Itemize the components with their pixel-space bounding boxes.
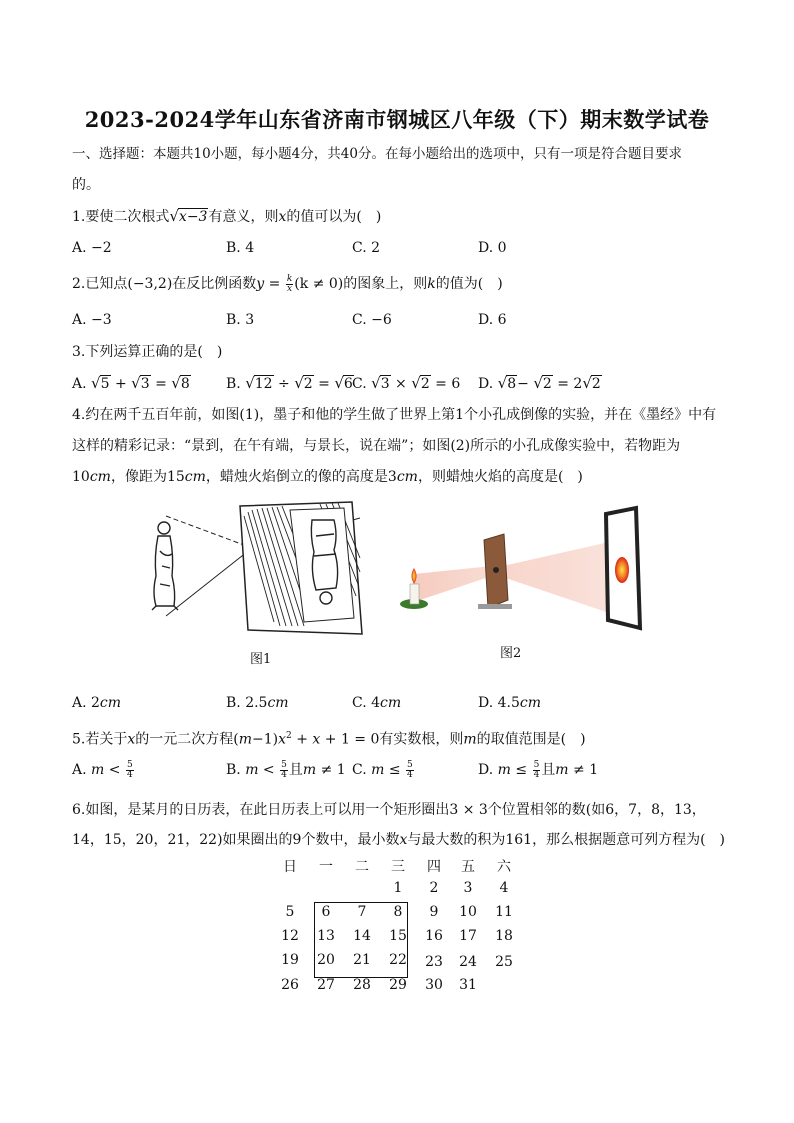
calendar-day-cell: 27 <box>317 977 335 993</box>
sqrt-symbol: √ <box>582 374 592 392</box>
radicand: 3 <box>380 376 390 392</box>
q5-a-num: 5 <box>126 759 133 770</box>
question-4-line3 <box>72 467 583 487</box>
calendar-header-cell: 一 <box>319 859 333 875</box>
operator: + <box>110 376 132 392</box>
q5-c-var: m <box>371 762 385 778</box>
q5-text: + <box>291 731 313 748</box>
operator: = 2 <box>552 376 583 392</box>
q4-option-d <box>478 693 541 713</box>
calendar-day-cell: 21 <box>353 952 371 968</box>
calendar-day-cell: 13 <box>317 928 335 944</box>
q5-d-var2: m <box>555 762 569 778</box>
figure-2-caption: 图2 <box>500 646 522 661</box>
radicand: 6 <box>343 376 353 392</box>
calendar-day-cell: 4 <box>499 880 509 896</box>
q5-d-num: 5 <box>533 759 540 770</box>
q5-a-var: m <box>91 762 105 778</box>
radicand: 2 <box>591 376 601 392</box>
q2-fraction <box>286 275 293 294</box>
sqrt-symbol: √ <box>371 374 381 392</box>
calendar-day-cell: 29 <box>389 977 407 993</box>
q4-option-b <box>226 693 289 713</box>
radicand: 5 <box>100 376 110 392</box>
q5-d-var: m <box>497 762 511 778</box>
q5-b-label: B. <box>226 762 246 778</box>
question-6-line1: 6.如图，是某月的日历表，在此日历表上可以用一个矩形圈出3 × 3个位置相邻的数(如6，7，8，13， <box>72 802 706 818</box>
operator: × <box>390 376 412 392</box>
calendar-day-cell: 1 <box>393 880 403 896</box>
q5-a-den: 4 <box>126 769 133 780</box>
calendar-day-cell: 10 <box>459 904 477 920</box>
q6-text: 与最大数的积为161，那么根据题意可列方程为( ) <box>407 832 726 848</box>
q5-text: 的一元二次方程( <box>135 731 239 748</box>
operator: = 6 <box>430 376 461 392</box>
calendar-header-cell: 二 <box>355 859 369 875</box>
calendar-day-cell: 31 <box>459 977 477 993</box>
q5-text: −1) <box>252 731 279 748</box>
calendar-day-cell: 17 <box>459 928 477 944</box>
operator: = <box>150 376 172 392</box>
q5-b-var2: m <box>302 762 317 778</box>
calendar-day-cell: 24 <box>459 954 477 970</box>
question-4-line1: 4.约在两千五百年前，如图(1)，墨子和他的学生做了世界上第1个小孔成倒像的实验，并在《墨经》中有 <box>72 407 717 423</box>
q5-b-den: 4 <box>281 769 287 780</box>
question-4-line2: 这样的精彩记录：“景到，在午有端，与景长，说在端”；如图(2)所示的小孔成像实验中，若物距为 <box>72 438 681 454</box>
q3-option-label: B. <box>226 376 246 392</box>
q2-func: y = <box>256 276 281 292</box>
section-intro-line2: 的。 <box>72 177 100 193</box>
q5-b-tail: ≠ 1 <box>316 762 346 778</box>
q3-option-d <box>478 373 602 394</box>
q4-option-a-label: A. 2 <box>72 695 100 711</box>
q5-c-num: 5 <box>407 759 413 770</box>
calendar-header-cell: 五 <box>461 859 475 875</box>
q1-option-b: B. 4 <box>226 240 255 256</box>
sqrt-symbol: √ <box>169 207 179 225</box>
q4-image-distance: 15 <box>166 469 185 485</box>
q2-cond: (k ≠ 0) <box>294 276 344 292</box>
calendar-header-cell: 日 <box>283 859 297 875</box>
q2-option-b: B. 3 <box>226 312 255 328</box>
q3-option-label: D. <box>478 376 498 392</box>
q3-option-a <box>72 373 191 394</box>
standing-figure-icon <box>152 522 178 610</box>
q1-radicand: x−3 <box>178 209 208 225</box>
q1-option-c: C. 2 <box>352 240 381 256</box>
q5-d-and: 且 <box>541 762 556 778</box>
calendar-day-cell: 23 <box>425 954 443 970</box>
calendar-day-cell: 11 <box>495 904 513 920</box>
q5-text: + 1 = 0有实数根，则 <box>320 731 464 748</box>
q5-exponent: 2 <box>286 731 292 741</box>
calendar-day-cell: 2 <box>429 880 439 896</box>
operator: ÷ <box>273 376 295 392</box>
q2-option-c: C. −6 <box>352 312 392 328</box>
calendar-day-cell: 14 <box>353 928 371 944</box>
calendar-day-cell: 5 <box>285 904 295 920</box>
q2-frac-den: x <box>287 283 293 294</box>
radicand: 8 <box>180 376 190 392</box>
section-intro-line1: 一、选择题：本题共10小题，每小题4分，共40分。在每小题给出的选项中，只有一项是符合题目要求 <box>72 146 682 162</box>
calendar-day-cell: 26 <box>281 977 299 993</box>
q5-var: x <box>278 731 287 748</box>
q6-var: x <box>399 832 408 848</box>
q5-option-d <box>478 760 598 780</box>
sqrt-symbol: √ <box>245 374 255 392</box>
radicand: 2 <box>420 376 430 392</box>
page-title: 2023-2024学年山东省济南市钢城区八年级（下）期末数学试卷 <box>84 107 710 132</box>
radicand: 8 <box>507 376 517 392</box>
q4-option-b-label: B. 2.5 <box>226 695 268 711</box>
q4-option-b-unit: cm <box>267 695 289 711</box>
calendar-day-cell: 25 <box>495 954 513 970</box>
sqrt-symbol: √ <box>294 374 304 392</box>
q1-post: 有意义，则 <box>208 209 279 225</box>
q5-b-and: 且 <box>288 762 303 778</box>
radicand: 2 <box>542 376 552 392</box>
calendar-day-cell: 15 <box>389 928 407 944</box>
q5-option-b <box>226 760 346 780</box>
q5-var: m <box>238 731 253 748</box>
q4-object-distance: 10 <box>72 469 90 485</box>
radicand: 3 <box>140 376 150 392</box>
q5-a-op: < <box>104 762 125 778</box>
q2-pre: 2.已知点(−3,2)在反比例函数 <box>72 276 257 292</box>
sqrt-symbol: √ <box>91 374 101 392</box>
figure-1-pinhole-drawing <box>140 496 370 636</box>
q4-option-c-unit: cm <box>380 695 402 711</box>
q5-d-frac <box>533 761 541 780</box>
q5-b-op: < <box>258 762 280 778</box>
q5-d-op: ≤ <box>510 762 532 778</box>
calendar-day-cell: 8 <box>393 904 403 920</box>
q3-option-label: C. <box>352 376 372 392</box>
q2-option-d: D. 6 <box>478 312 507 328</box>
q5-b-var: m <box>245 762 259 778</box>
operator: = <box>313 376 335 392</box>
q4-text: ，像距为 <box>110 469 167 485</box>
question-2 <box>72 274 503 294</box>
calendar-header-cell: 四 <box>427 859 441 875</box>
q4-unit: cm <box>89 469 111 485</box>
q5-c-op: ≤ <box>384 762 406 778</box>
q2-post2: 的值为( ) <box>435 276 503 292</box>
q5-c-label: C. <box>352 762 372 778</box>
q5-d-label: D. <box>478 762 498 778</box>
q4-option-a <box>72 693 121 713</box>
sqrt-symbol: √ <box>131 374 141 392</box>
q5-var: x <box>312 731 321 748</box>
q5-var: x <box>127 731 136 748</box>
calendar-day-cell: 9 <box>429 904 439 920</box>
calendar-day-cell: 3 <box>463 880 473 896</box>
q3-option-label: A. <box>72 376 92 392</box>
q5-text: 的取值范围是( ) <box>476 731 586 748</box>
calendar-day-cell: 20 <box>317 952 335 968</box>
sqrt-symbol: √ <box>497 374 508 392</box>
sqrt-symbol: √ <box>411 374 421 392</box>
q1-pre: 1.要使二次根式 <box>72 209 170 225</box>
q5-d-tail: ≠ 1 <box>568 762 599 778</box>
question-3: 3.下列运算正确的是( ) <box>72 344 223 360</box>
q4-option-c <box>352 693 401 713</box>
q4-option-d-unit: cm <box>519 695 542 711</box>
q4-unit: cm <box>184 469 206 485</box>
selection-rectangle <box>314 902 408 978</box>
calendar-day-cell: 7 <box>357 904 367 920</box>
q4-option-d-label: D. 4.5 <box>478 695 520 711</box>
q5-b-num: 5 <box>281 759 287 770</box>
question-5 <box>72 726 586 750</box>
calendar-day-cell: 22 <box>389 952 407 968</box>
q5-c-frac <box>406 761 414 780</box>
q2-frac-num: k <box>286 273 293 284</box>
q3-option-c <box>352 373 460 394</box>
figure-2-candle-experiment <box>392 504 652 634</box>
calendar-day-cell: 30 <box>425 977 443 993</box>
radicand: 2 <box>303 376 313 392</box>
calendar-day-cell: 28 <box>353 977 371 993</box>
q6-text: 14，15，20，21，22)如果圈出的9个数中，最小数 <box>72 832 400 848</box>
sqrt-symbol: √ <box>533 374 543 392</box>
q5-option-a <box>72 760 135 780</box>
figure-1-caption: 图1 <box>250 652 272 667</box>
question-1 <box>72 206 381 227</box>
calendar-day-cell: 16 <box>425 928 443 944</box>
q5-text: 5.若关于 <box>72 731 128 748</box>
q3-option-b <box>226 373 354 394</box>
q4-text: ，蜡烛火焰倒立的像的高度是 <box>205 469 388 485</box>
q5-d-den: 4 <box>533 769 540 780</box>
calendar-day-cell: 6 <box>321 904 331 920</box>
q1-post2: 的值可以为( ) <box>286 209 382 225</box>
q1-var: x <box>278 209 287 225</box>
q2-post: 的图象上，则 <box>343 276 428 292</box>
q5-a-frac <box>126 761 134 780</box>
q4-text: ，则蜡烛火焰的高度是( ) <box>417 469 583 485</box>
question-6-line2 <box>72 830 725 850</box>
q1-option-a: A. −2 <box>72 240 112 256</box>
calendar-day-cell: 18 <box>495 928 513 944</box>
q5-option-c <box>352 760 415 780</box>
q5-a-label: A. <box>72 762 92 778</box>
q2-var: k <box>427 276 436 292</box>
q5-var: m <box>463 731 477 748</box>
q1-option-d: D. 0 <box>478 240 507 256</box>
q4-option-a-unit: cm <box>99 695 122 711</box>
q4-unit: cm <box>396 469 418 485</box>
sqrt-symbol: √ <box>334 374 344 392</box>
sqrt-symbol: √ <box>171 374 181 392</box>
calendar-header-cell: 三 <box>391 859 405 875</box>
calendar-day-cell: 19 <box>281 952 299 968</box>
q5-b-frac <box>280 761 288 780</box>
calendar-day-cell: 12 <box>281 928 299 944</box>
q5-c-den: 4 <box>407 769 413 780</box>
screen-icon <box>606 508 640 628</box>
operator: − <box>517 376 534 392</box>
q4-option-c-label: C. 4 <box>352 695 381 711</box>
radicand: 12 <box>254 376 273 392</box>
q4-image-height: 3 <box>387 469 397 485</box>
q2-option-a: A. −3 <box>72 312 112 328</box>
calendar-header-cell: 六 <box>497 859 511 875</box>
